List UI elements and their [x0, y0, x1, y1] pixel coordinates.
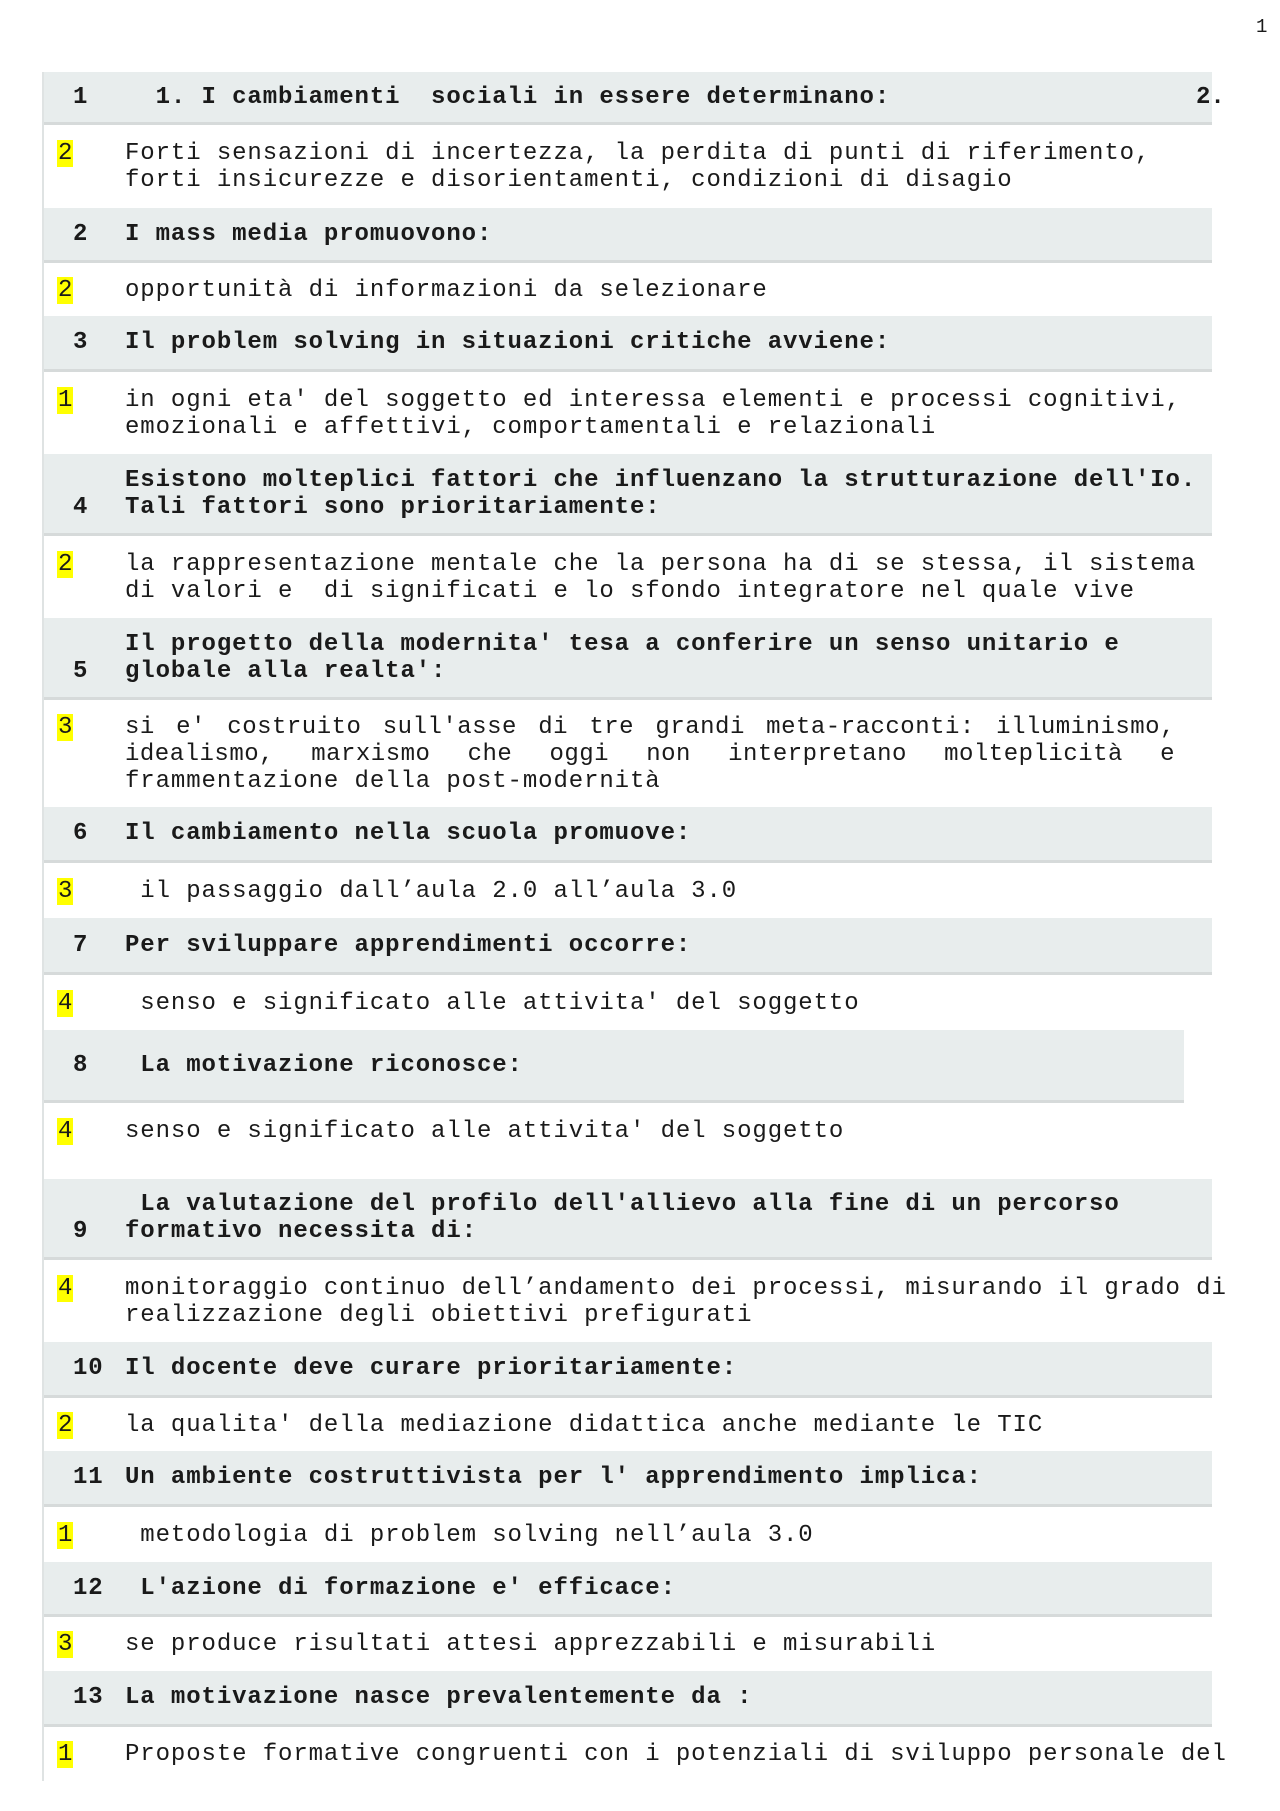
- answer-number-highlight: 3: [58, 1631, 73, 1658]
- question-number: 6: [73, 820, 89, 847]
- answer-line: metodologia di problem solving nell’aula 3.0: [125, 1522, 814, 1549]
- question-row: [44, 1179, 1212, 1260]
- question-line: globale alla realta':: [125, 658, 447, 685]
- question-text: [125, 820, 1215, 847]
- question-text: [125, 1191, 1215, 1245]
- answer-text: [125, 1275, 1227, 1329]
- answer-row: [44, 373, 1212, 454]
- question-number: 12: [73, 1575, 104, 1602]
- answer-line: emozionali e affettivi, comportamentali e relazionali: [125, 414, 937, 441]
- answer-line: senso e significato alle attivita' del soggetto: [125, 990, 860, 1017]
- answer-row: [44, 264, 1212, 316]
- answer-number-highlight: 2: [58, 140, 73, 167]
- answer-number-highlight: 4: [58, 1275, 73, 1302]
- question-number: 10: [73, 1355, 104, 1382]
- question-extra: 2.: [1196, 84, 1225, 111]
- answer-text: [125, 714, 1175, 795]
- answer-line: forti insicurezze e disorientamenti, condizioni di disagio: [125, 167, 1013, 194]
- question-number: 1: [73, 84, 89, 111]
- answer-line: idealismo, marxismo che oggi non interpretano molteplicità e: [125, 741, 1175, 768]
- answer-text: [125, 1118, 1215, 1145]
- answer-line: la qualita' della mediazione didattica anche mediante le TIC: [125, 1412, 1044, 1439]
- answer-line: opportunità di informazioni da selezionare: [125, 277, 768, 304]
- answer-text: [125, 277, 1215, 304]
- answer-number-highlight: 2: [58, 551, 73, 578]
- question-row: [44, 1342, 1212, 1398]
- answer-line: realizzazione degli obiettivi prefigurati: [125, 1302, 753, 1329]
- question-text: [125, 1684, 1215, 1711]
- question-text: [125, 1052, 1215, 1079]
- answer-number-highlight: 1: [58, 1522, 73, 1549]
- question-number: 8: [73, 1052, 89, 1079]
- question-line: Esistono molteplici fattori che influenzano la strutturazione dell'Io.: [125, 467, 1197, 494]
- question-row: [44, 1671, 1212, 1727]
- question-row: [44, 618, 1212, 700]
- question-line: 1. I cambiamenti sociali in essere determinano:: [125, 84, 891, 111]
- answer-text: [125, 551, 1215, 605]
- question-line: Tali fattori sono prioritariamente:: [125, 494, 661, 521]
- answer-row: [44, 701, 1212, 807]
- answer-row: [44, 1261, 1227, 1342]
- question-row: [44, 454, 1212, 536]
- question-number: 5: [73, 658, 89, 685]
- answer-text: [125, 1412, 1215, 1439]
- question-row: [44, 1451, 1212, 1507]
- question-row: [44, 807, 1212, 863]
- question-row: [44, 918, 1212, 975]
- question-line: Per sviluppare apprendimenti occorre:: [125, 932, 692, 959]
- answer-text: [125, 1741, 1227, 1768]
- page-number: 1: [1256, 16, 1268, 38]
- question-row: [44, 72, 1225, 125]
- answer-line: frammentazione della post-modernità: [125, 768, 661, 795]
- question-line: formativo necessita di:: [125, 1218, 477, 1245]
- answer-row: [44, 537, 1212, 618]
- question-text: [125, 932, 1215, 959]
- answer-number-highlight: 2: [58, 277, 73, 304]
- question-line: L'azione di formazione e' efficace:: [125, 1575, 676, 1602]
- answer-number-highlight: 3: [58, 714, 73, 741]
- answer-number-highlight: 1: [58, 1741, 73, 1768]
- answer-row: [44, 1728, 1227, 1781]
- question-row: [44, 1562, 1212, 1617]
- question-line: Il docente deve curare prioritariamente:: [125, 1355, 738, 1382]
- question-text: [125, 631, 1215, 685]
- answer-line: il passaggio dall’aula 2.0 all’aula 3.0: [125, 878, 738, 905]
- question-number: 3: [73, 329, 89, 356]
- answer-text: [125, 878, 1215, 905]
- answer-text: [125, 990, 1215, 1017]
- question-line: La valutazione del profilo dell'allievo alla fine di un percorso: [125, 1191, 1120, 1218]
- answer-line: di valori e di significati e lo sfondo integratore nel quale vive: [125, 578, 1135, 605]
- answer-line: se produce risultati attesi apprezzabili e misurabili: [125, 1631, 937, 1658]
- answer-row: [44, 1399, 1212, 1451]
- question-number: 13: [73, 1684, 104, 1711]
- question-number: 9: [73, 1218, 89, 1245]
- question-text: [125, 84, 1215, 111]
- question-text: [125, 1464, 1215, 1491]
- answer-number-highlight: 4: [58, 990, 73, 1017]
- question-line: I mass media promuovono:: [125, 221, 493, 248]
- question-number: 4: [73, 494, 89, 521]
- answer-text: [125, 140, 1215, 194]
- question-line: La motivazione nasce prevalentemente da :: [125, 1684, 753, 1711]
- question-number: 2: [73, 221, 89, 248]
- answer-number-highlight: 1: [58, 387, 73, 414]
- question-line: La motivazione riconosce:: [125, 1052, 523, 1079]
- answer-row: [44, 1104, 1212, 1179]
- answer-text: [125, 1631, 1215, 1658]
- answer-line: in ogni eta' del soggetto ed interessa elementi e processi cognitivi,: [125, 387, 1181, 414]
- answer-line: Proposte formative congruenti con i potenziali di sviluppo personale del: [125, 1741, 1227, 1768]
- answer-row: [44, 126, 1212, 208]
- answer-row: [44, 1618, 1212, 1671]
- answer-line: si e' costruito sull'asse di tre grandi meta-racconti: illuminismo,: [125, 714, 1175, 741]
- question-line: Il problem solving in situazioni critiche avviene:: [125, 329, 891, 356]
- question-line: Il progetto della modernita' tesa a conferire un senso unitario e: [125, 631, 1120, 658]
- answer-line: la rappresentazione mentale che la persona ha di se stessa, il sistema: [125, 551, 1197, 578]
- question-text: [125, 1575, 1215, 1602]
- question-line: Un ambiente costruttivista per l' apprendimento implica:: [125, 1464, 982, 1491]
- question-text: [125, 467, 1215, 521]
- question-text: [125, 221, 1215, 248]
- question-line: Il cambiamento nella scuola promuove:: [125, 820, 692, 847]
- question-row: [44, 316, 1212, 372]
- answer-text: [125, 387, 1215, 441]
- answer-row: [44, 1508, 1212, 1562]
- answer-row: [44, 976, 1212, 1030]
- question-text: [125, 329, 1215, 356]
- answer-line: senso e significato alle attivita' del soggetto: [125, 1118, 845, 1145]
- answer-line: monitoraggio continuo dell’andamento dei processi, misurando il grado di: [125, 1275, 1227, 1302]
- answer-text: [125, 1522, 1215, 1549]
- question-text: [125, 1355, 1215, 1382]
- question-row: [44, 208, 1212, 263]
- question-number: 7: [73, 932, 89, 959]
- question-number: 11: [73, 1464, 104, 1491]
- answer-row: [44, 865, 1212, 918]
- answer-line: Forti sensazioni di incertezza, la perdita di punti di riferimento,: [125, 140, 1151, 167]
- question-row: [44, 1030, 1184, 1103]
- answer-number-highlight: 3: [58, 878, 73, 905]
- answer-number-highlight: 4: [58, 1118, 73, 1145]
- answer-number-highlight: 2: [58, 1412, 73, 1439]
